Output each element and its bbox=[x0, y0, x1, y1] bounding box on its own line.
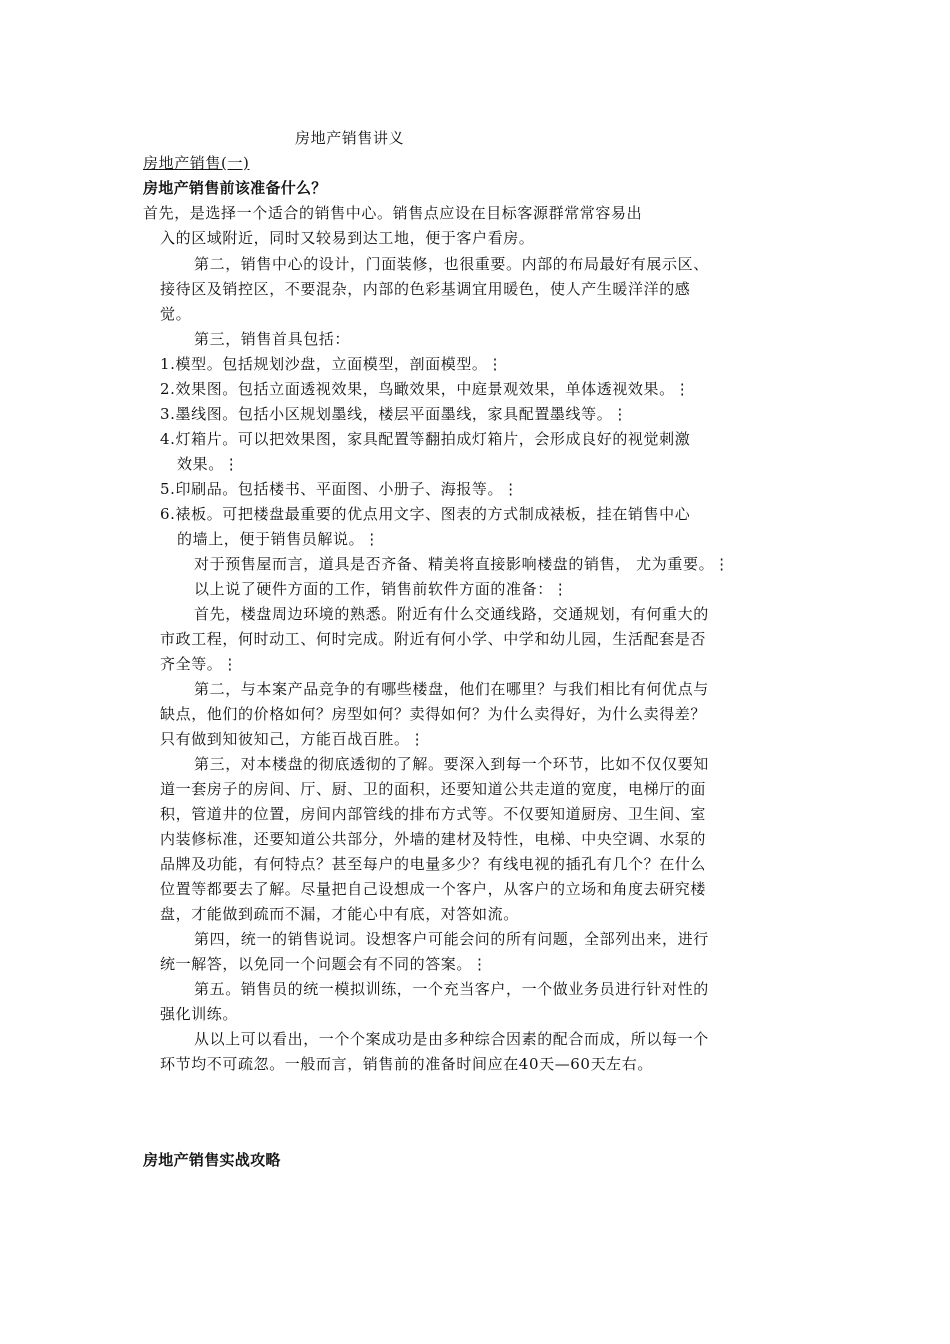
section-subtitle: 房地产销售(一) bbox=[143, 154, 250, 172]
body-line: 统一解答，以免同一个问题会有不同的答案。⋮ bbox=[160, 955, 488, 973]
body-line: 首先，是选择一个适合的销售中心。销售点应设在目标客源群常常容易出 bbox=[143, 204, 643, 222]
body-line: 入的区域附近，同时又较易到达工地，便于客户看房。 bbox=[160, 229, 535, 247]
body-line: 齐全等。⋮ bbox=[160, 655, 239, 673]
list-item: 4.灯箱片。可以把效果图，家具配置等翻拍成灯箱片，会形成良好的视觉刺激 bbox=[160, 430, 691, 448]
body-line: 只有做到知彼知己，方能百战百胜。⋮ bbox=[160, 730, 426, 748]
list-item: 1.模型。包括规划沙盘，立面模型，剖面模型。⋮ bbox=[160, 355, 504, 373]
body-line: 积，管道井的位置，房间内部管线的排布方式等。不仅要知道厨房、卫生间、室 bbox=[160, 805, 707, 823]
body-line: 第三，对本楼盘的彻底透彻的了解。要深入到每一个环节，比如不仅仅要知 bbox=[194, 755, 709, 773]
list-item-continuation: 效果。⋮ bbox=[177, 455, 240, 473]
list-item: 5.印刷品。包括楼书、平面图、小册子、海报等。⋮ bbox=[160, 480, 519, 498]
body-line: 第三，销售首具包括： bbox=[194, 330, 351, 348]
body-line: 第二，销售中心的设计，门面装修，也很重要。内部的布局最好有展示区、 bbox=[194, 255, 709, 273]
body-line: 接待区及销控区，不要混杂，内部的色彩基调宜用暖色，使人产生暖洋洋的感 bbox=[160, 280, 691, 298]
body-line: 盘，才能做到疏而不漏，才能心中有底，对答如流。 bbox=[160, 905, 519, 923]
body-line: 第四，统一的销售说词。设想客户可能会问的所有问题，全部列出来，进行 bbox=[194, 930, 709, 948]
body-line: 第五。销售员的统一模拟训练，一个充当客户，一个做业务员进行针对性的 bbox=[194, 980, 709, 998]
body-line: 环节均不可疏忽。一般而言，销售前的准备时间应在40天—60天左右。 bbox=[160, 1055, 653, 1073]
body-line: 市政工程，何时动工、何时完成。附近有何小学、中学和幼儿园，生活配套是否 bbox=[160, 630, 707, 648]
body-line: 缺点，他们的价格如何？房型如何？卖得如何？为什么卖得好，为什么卖得差？ bbox=[160, 705, 707, 723]
list-item: 6.裱板。可把楼盘最重要的优点用文字、图表的方式制成裱板，挂在销售中心 bbox=[160, 505, 691, 523]
list-item-continuation: 的墙上，便于销售员解说。⋮ bbox=[177, 530, 380, 548]
list-item: 2.效果图。包括立面透视效果，鸟瞰效果，中庭景观效果，单体透视效果。⋮ bbox=[160, 380, 691, 398]
body-line: 以上说了硬件方面的工作，销售前软件方面的准备：⋮ bbox=[194, 580, 569, 598]
section-heading-sales-strategy: 房地产销售实战攻略 bbox=[143, 1151, 281, 1169]
body-line: 品牌及功能，有何特点？甚至每户的电量多少？有线电视的插孔有几个？在什么 bbox=[160, 855, 707, 873]
body-line: 首先，楼盘周边环境的熟悉。附近有什么交通线路，交通规划，有何重大的 bbox=[194, 605, 709, 623]
body-line: 第二，与本案产品竞争的有哪些楼盘，他们在哪里？与我们相比有何优点与 bbox=[194, 680, 709, 698]
section-heading-preparation: 房地产销售前该准备什么？ bbox=[143, 179, 327, 197]
body-line: 位置等都要去了解。尽量把自己设想成一个客户，从客户的立场和角度去研究楼 bbox=[160, 880, 707, 898]
body-line: 强化训练。 bbox=[160, 1005, 239, 1023]
document-title: 房地产销售讲义 bbox=[295, 129, 405, 147]
body-line: 觉。 bbox=[160, 305, 192, 323]
body-line: 对于预售屋而言，道具是否齐备、精美将直接影响楼盘的销售， 尤为重要。⋮ bbox=[194, 555, 730, 573]
body-line: 道一套房子的房间、厅、厨、卫的面积，还要知道公共走道的宽度，电梯厅的面 bbox=[160, 780, 707, 798]
body-line: 内装修标准，还要知道公共部分，外墙的建材及特性，电梯、中央空调、水泵的 bbox=[160, 830, 707, 848]
body-line: 从以上可以看出，一个个案成功是由多种综合因素的配合而成，所以每一个 bbox=[194, 1030, 709, 1048]
list-item: 3.墨线图。包括小区规划墨线，楼层平面墨线，家具配置墨线等。⋮ bbox=[160, 405, 628, 423]
